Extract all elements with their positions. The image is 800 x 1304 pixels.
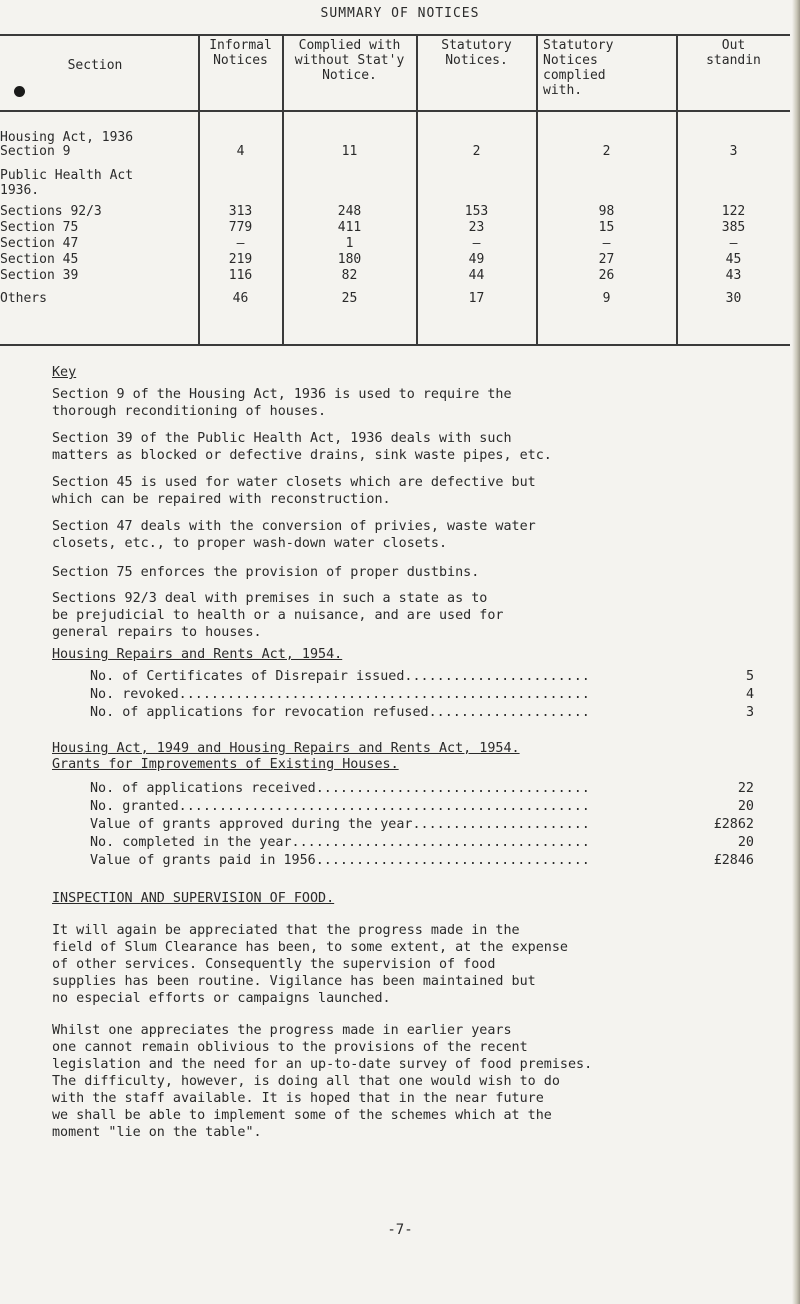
table-cell: – <box>729 236 738 251</box>
table-cell: 4 <box>236 144 245 159</box>
punch-hole-icon <box>14 86 25 97</box>
key-paragraph: Sections 92/3 deal with premises in such a state as to be prejudicial to health or a nuisance, and are used for general repairs to houses. <box>52 591 504 640</box>
grants-line-value: £2846 <box>713 853 754 868</box>
grants-line-value: £2862 <box>713 817 754 832</box>
table-cell: 779 <box>228 220 253 235</box>
table-cell: 313 <box>228 204 253 219</box>
header-statutory: Statutory Notices. <box>441 38 512 68</box>
grants-subheading: Grants for Improvements of Existing Houses. <box>52 757 399 772</box>
repairs-line-value: 5 <box>745 669 754 684</box>
table-cell: 180 <box>337 252 362 267</box>
header-statutory-complied: Statutory Notices complied with. <box>543 38 614 98</box>
grants-line-label: Value of grants approved during the year...................... <box>90 817 590 832</box>
food-paragraph: It will again be appreciated that the progress made in the field of Slum Clearance has been, to some extent, at the expense of other services. Consequently the supervision of food supplies has been routine. Vigilance has been maintained but no especial efforts or campaigns launched. <box>52 923 568 1006</box>
table-cell: 248 <box>337 204 362 219</box>
repairs-line-value: 3 <box>745 705 754 720</box>
table-cell: 30 <box>725 291 742 306</box>
grants-line-value: 20 <box>737 835 754 850</box>
row-label: 1936. <box>0 183 40 198</box>
table-cell: 15 <box>598 220 615 235</box>
header-outstanding: Out standin <box>706 38 761 68</box>
row-label: Public Health Act <box>0 168 134 183</box>
table-cell: 98 <box>598 204 615 219</box>
table-cell: 46 <box>232 291 249 306</box>
grants-line-label: No. granted................................................... <box>90 799 590 814</box>
row-label: Sections 92/3 <box>0 204 102 219</box>
table-cell: 116 <box>228 268 253 283</box>
table-cell: 2 <box>472 144 481 159</box>
table-cell: 26 <box>598 268 615 283</box>
table-cell: 3 <box>729 144 738 159</box>
page-number: -7- <box>387 1222 413 1238</box>
header-informal: Informal Notices <box>209 38 272 68</box>
table-cell: 82 <box>341 268 358 283</box>
table-cell: 219 <box>228 252 253 267</box>
table-cell: 153 <box>464 204 489 219</box>
key-paragraph: Section 75 enforces the provision of proper dustbins. <box>52 565 480 580</box>
food-paragraph: Whilst one appreciates the progress made in earlier years one cannot remain oblivious to the provisions of the recent legislation and the need for an up-to-date survey of food premises. The difficulty, however, is doing all that one would wish to do with the staff available. It is hoped that in the near future we shall be able to implement some of the schemes which at the moment "lie on the table". <box>52 1023 593 1140</box>
table-cell: 9 <box>602 291 611 306</box>
key-paragraph: Section 39 of the Public Health Act, 1936 deals with such matters as blocked or defective drains, sink waste pipes, etc. <box>52 431 552 463</box>
key-heading: Key <box>52 365 77 380</box>
row-label: Housing Act, 1936 <box>0 130 134 145</box>
table-cell: 27 <box>598 252 615 267</box>
grants-line-label: Value of grants paid in 1956.................................. <box>90 853 590 868</box>
key-paragraph: Section 9 of the Housing Act, 1936 is used to require the thorough reconditioning of houses. <box>52 387 512 419</box>
table-cell: 25 <box>341 291 358 306</box>
table-cell: 385 <box>721 220 746 235</box>
repairs-line-label: No. revoked................................................... <box>90 687 590 702</box>
table-cell: 1 <box>345 236 354 251</box>
table-cell: 44 <box>468 268 485 283</box>
table-cell: 45 <box>725 252 742 267</box>
page-title: SUMMARY OF NOTICES <box>320 6 480 21</box>
grants-line-value: 20 <box>737 799 754 814</box>
row-label: Section 45 <box>0 252 79 267</box>
repairs-heading: Housing Repairs and Rents Act, 1954. <box>52 647 343 662</box>
repairs-line-label: No. of Certificates of Disrepair issued....................... <box>90 669 590 684</box>
grants-line-value: 22 <box>737 781 754 796</box>
page-edge-shadow <box>792 0 800 1304</box>
key-paragraph: Section 45 is used for water closets which are defective but which can be repaired with reconstruction. <box>52 475 536 507</box>
table-cell: 11 <box>341 144 358 159</box>
row-label: Section 47 <box>0 236 79 251</box>
row-label: Section 9 <box>0 144 71 159</box>
row-label: Section 75 <box>0 220 79 235</box>
table-cell: 122 <box>721 204 746 219</box>
grants-line-label: No. completed in the year..................................... <box>90 835 590 850</box>
header-section: Section <box>67 58 123 73</box>
row-label: Others <box>0 291 47 306</box>
grants-heading: Housing Act, 1949 and Housing Repairs and Rents Act, 1954. <box>52 741 520 756</box>
table-cell: – <box>472 236 481 251</box>
table-cell: 43 <box>725 268 742 283</box>
header-complied: Complied with without Stat'y Notice. <box>294 38 405 83</box>
table-cell: – <box>236 236 245 251</box>
repairs-line-value: 4 <box>745 687 754 702</box>
grants-line-label: No. of applications received.................................. <box>90 781 590 796</box>
table-cell: 2 <box>602 144 611 159</box>
table-cell: – <box>602 236 611 251</box>
food-heading: INSPECTION AND SUPERVISION OF FOOD. <box>52 891 335 906</box>
table-cell: 411 <box>337 220 362 235</box>
repairs-line-label: No. of applications for revocation refused.................... <box>90 705 590 720</box>
row-label: Section 39 <box>0 268 79 283</box>
table-cell: 17 <box>468 291 485 306</box>
table-cell: 23 <box>468 220 485 235</box>
table-header-rule <box>0 110 790 112</box>
table-cell: 49 <box>468 252 485 267</box>
key-paragraph: Section 47 deals with the conversion of privies, waste water closets, etc., to proper wash-down water closets. <box>52 519 536 551</box>
table-top-rule <box>0 34 790 36</box>
summary-table <box>0 34 790 346</box>
table-bottom-rule <box>0 344 790 346</box>
